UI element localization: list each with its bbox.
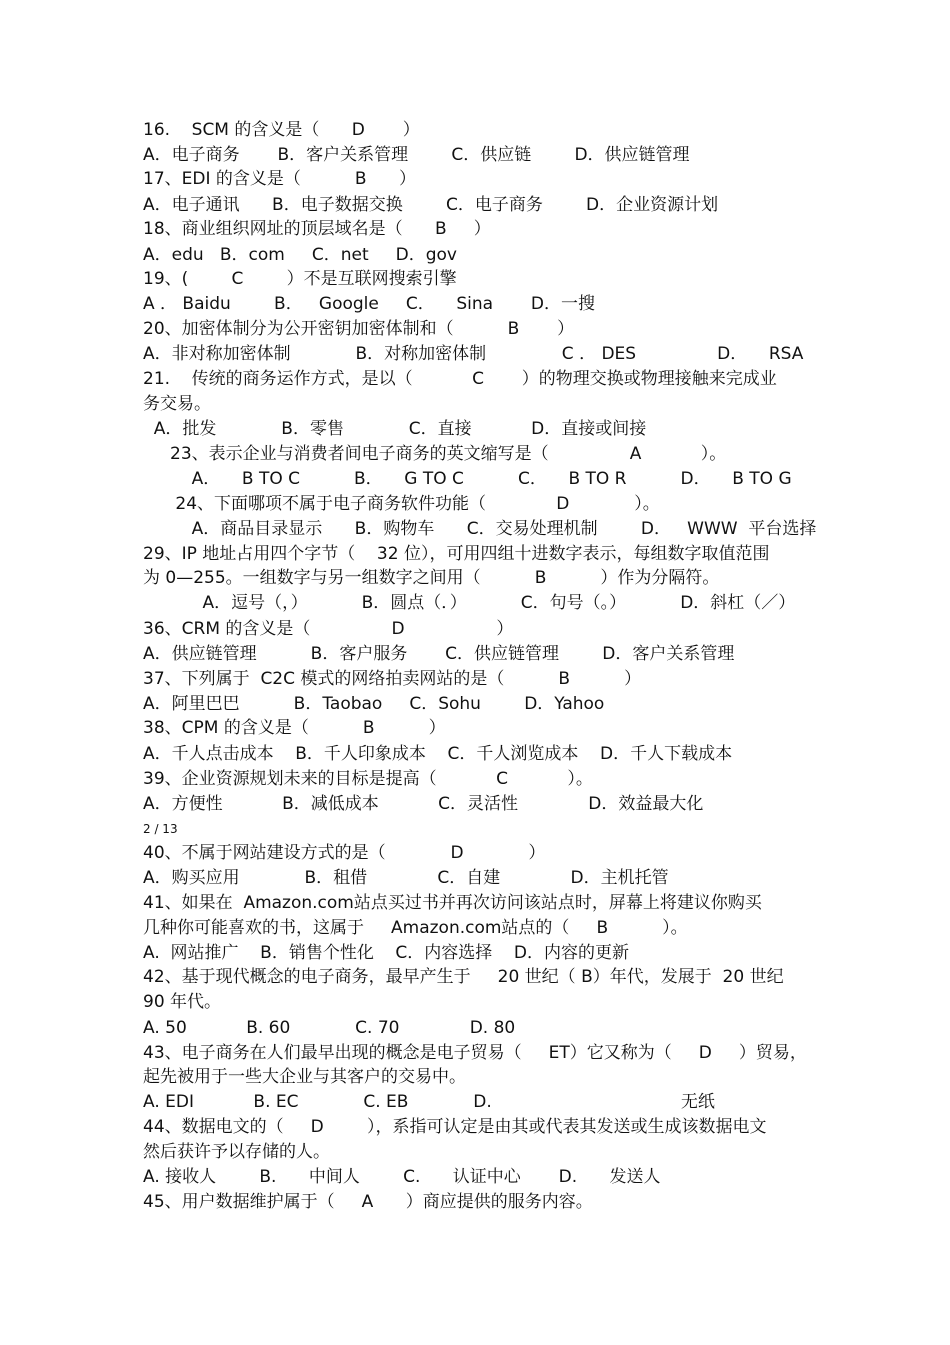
question-38-options: A．千人点击成本 B．千人印象成本 C．千人浏览成本 D．千人下载成本 <box>143 744 733 764</box>
question-45: 45、用户数据维护属于（ A ）商应提供的服务内容。 <box>143 1192 593 1212</box>
question-42: 42、基于现代概念的电子商务，最早产生于 20 世纪（ B）年代，发展于 20 世纪 <box>143 967 784 987</box>
question-24-options: A．商品目录显示 B．购物车 C．交易处理机制 D． WWW 平台选择 <box>143 519 817 539</box>
question-19: 19、( C ）不是互联网搜索引擎 <box>143 269 457 289</box>
question-39-options: A．方便性 B．减低成本 C．灵活性 D．效益最大化 <box>143 794 704 814</box>
question-39: 39、企业资源规划未来的目标是提高（ C ）。 <box>143 769 593 789</box>
question-29-options: A．逗号（，） B．圆点（．） C．句号（。） D．斜杠（／） <box>143 593 796 613</box>
question-44-options: A. 接收人 B. 中间人 C. 认证中心 D. 发送人 <box>143 1167 661 1187</box>
question-42-cont: 90 年代。 <box>143 992 222 1012</box>
question-16-options: A．电子商务 B．客户关系管理 C．供应链 D．供应链管理 <box>143 145 690 165</box>
question-16: 16. SCM 的含义是（ D ） <box>143 120 420 140</box>
question-29-cont: 为 0—255。一组数字与另一组数字之间用（ B ）作为分隔符。 <box>143 568 720 588</box>
question-41: 41、如果在 Amazon.com站点买过书并再次访问该站点时，屏幕上将建议你购买 <box>143 893 762 913</box>
question-37-options: A．阿里巴巴 B．Taobao C．Sohu D．Yahoo <box>143 694 605 714</box>
question-36-options: A．供应链管理 B．客户服务 C．供应链管理 D．客户关系管理 <box>143 644 735 664</box>
question-21-cont: 务交易。 <box>143 394 211 414</box>
question-17: 17、EDI 的含义是（ B ） <box>143 169 417 189</box>
question-36: 36、CRM 的含义是（ D ） <box>143 619 514 639</box>
question-20-options: A．非对称加密体制 B．对称加密体制 C ． DES D． RSA <box>143 344 804 364</box>
question-18: 18、商业组织网址的顶层域名是（ B ） <box>143 219 491 239</box>
question-43-cont: 起先被用于一些大企业与其客户的交易中。 <box>143 1067 466 1087</box>
question-44-cont: 然后获许予以存储的人。 <box>143 1142 330 1162</box>
question-17-options: A．电子通讯 B．电子数据交换 C．电子商务 D．企业资源计划 <box>143 195 719 215</box>
question-23: 23、表示企业与消费者间电子商务的英文缩写是（ A ）。 <box>143 444 727 464</box>
question-43: 43、电子商务在人们最早出现的概念是电子贸易（ ET）它又称为（ D ）贸易， <box>143 1043 807 1063</box>
question-43-options: A. EDI B. EC C. EB D. 无纸 <box>143 1092 715 1112</box>
question-21-options: A．批发 B．零售 C．直接 D．直接或间接 <box>143 419 647 439</box>
question-29: 29、IP 地址占用四个字节（ 32 位），可用四组十进数字表示，每组数字取值范围 <box>143 544 770 564</box>
question-23-options: A． B TO C B． G TO C C． B TO R D． B TO G <box>143 469 792 489</box>
question-20: 20、加密体制分为公开密钥加密体制和（ B ） <box>143 319 575 339</box>
question-24: 24、下面哪项不属于电子商务软件功能（ D ）。 <box>143 494 660 514</box>
question-37: 37、下列属于 C2C 模式的网络拍卖网站的是（ B ） <box>143 669 642 689</box>
question-21: 21. 传统的商务运作方式，是以（ C ）的物理交换或物理接触来完成业 <box>143 369 777 389</box>
page-number: 2 / 13 <box>143 822 178 836</box>
question-41-cont: 几种你可能喜欢的书，这属于 Amazon.com站点的（ B ）。 <box>143 918 688 938</box>
question-40-options: A．购买应用 B．租借 C．自建 D．主机托管 <box>143 868 669 888</box>
question-18-options: A．edu B．com C．net D．gov <box>143 245 457 265</box>
question-19-options: A ． Baidu B． Google C． Sina D．一搜 <box>143 294 595 314</box>
question-44: 44、数据电文的（ D ），系指可认定是由其或代表其发送或生成该数据电文 <box>143 1117 767 1137</box>
question-41-options: A. 网站推广 B．销售个性化 C．内容选择 D．内容的更新 <box>143 943 630 963</box>
question-38: 38、CPM 的含义是（ B ） <box>143 718 446 738</box>
question-40: 40、不属于网站建设方式的是（ D ） <box>143 843 546 863</box>
question-42-options: A. 50 B. 60 C. 70 D. 80 <box>143 1018 516 1038</box>
